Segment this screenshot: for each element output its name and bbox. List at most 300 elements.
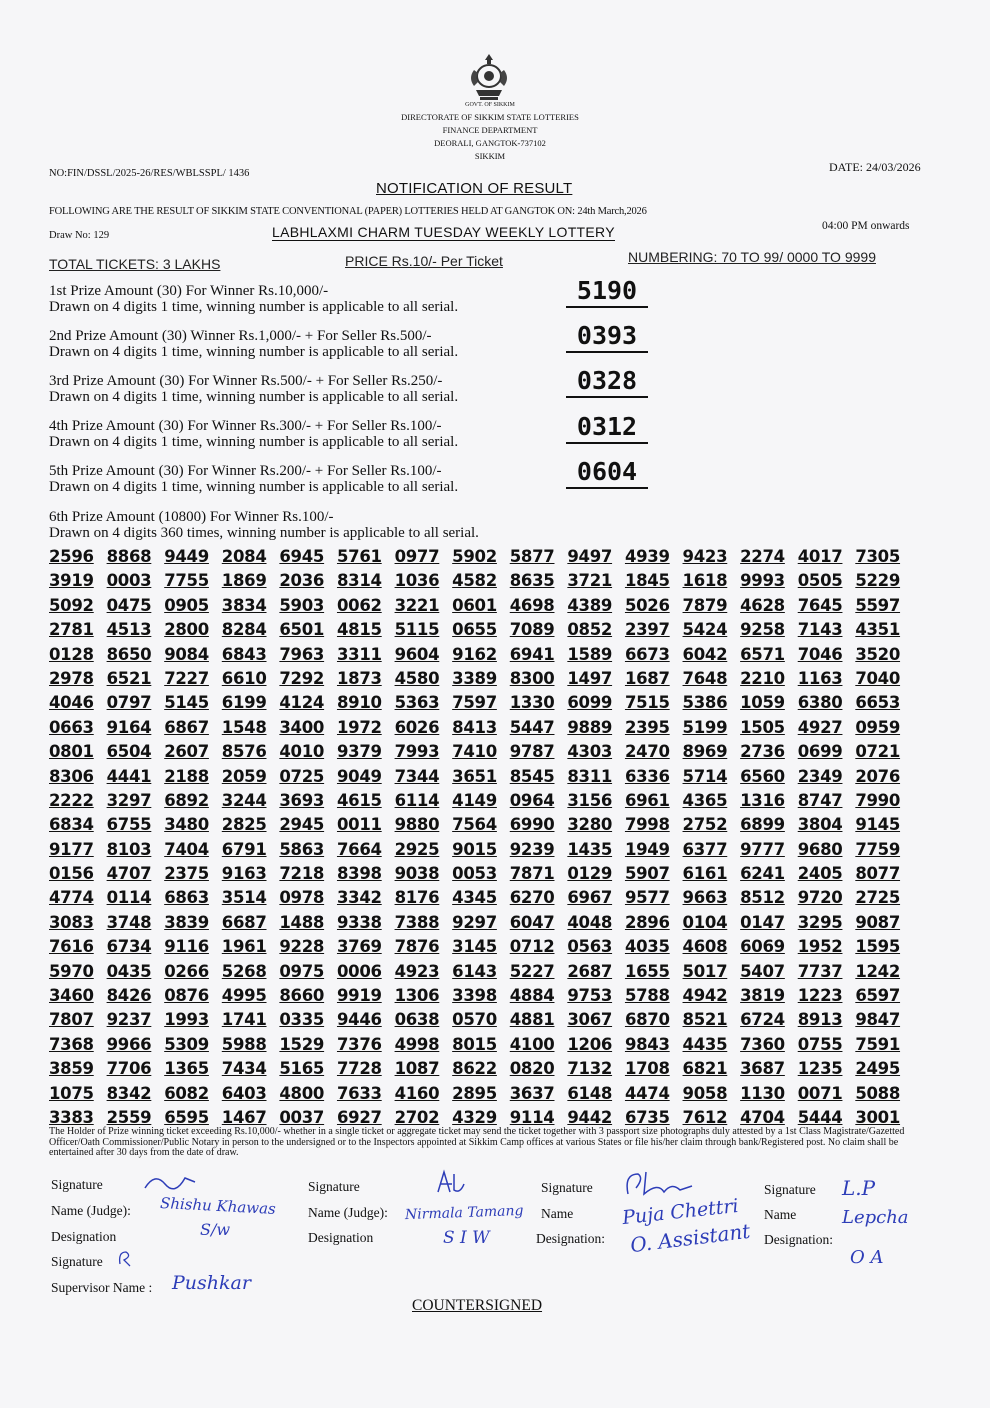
winning-number-cell: 4704 [740, 1107, 785, 1127]
winning-number-cell: 6791 [221, 839, 267, 859]
winning-number-cell: 1949 [624, 839, 670, 859]
prize-2-winning-number: 0393 [566, 321, 648, 353]
winning-number-cell: 5145 [164, 693, 209, 713]
winning-number-cell: 6734 [106, 937, 152, 957]
winning-number-cell: 1163 [797, 668, 843, 688]
winning-number-cell: 5199 [682, 717, 728, 737]
winning-number-cell: 3295 [797, 912, 843, 932]
winning-number-cell: 3067 [567, 1010, 613, 1030]
winning-number-cell: 2781 [49, 620, 94, 640]
number-row [49, 838, 913, 862]
winning-number-cell: 7993 [394, 742, 440, 762]
official-4-handwritten-designation: O A [850, 1247, 884, 1268]
winning-number-cell: 3398 [452, 986, 497, 1006]
winning-number-cell: 3834 [221, 595, 267, 615]
number-row [49, 569, 913, 593]
winning-number-cell: 9015 [452, 839, 497, 859]
winning-number-cell: 0638 [394, 1010, 440, 1030]
winning-number-cell: 1206 [567, 1034, 613, 1054]
winning-number-cell: 2752 [682, 815, 728, 835]
winning-number-cell: 8512 [740, 888, 785, 908]
winning-number-cell: 6241 [740, 864, 785, 884]
winning-number-cell: 4389 [567, 595, 613, 615]
winning-number-cell: 8300 [509, 668, 555, 688]
draw-number: Draw No: 129 [49, 230, 110, 241]
number-row [49, 1082, 913, 1106]
winning-number-cell: 3244 [221, 790, 267, 810]
judge-1-handwritten-name: Shishu Khawas [159, 1193, 277, 1219]
winning-number-cell: 6961 [624, 790, 670, 810]
winning-number-cell: 6148 [567, 1083, 613, 1103]
winning-number-cell: 8969 [682, 742, 728, 762]
winning-number-cell: 7292 [279, 668, 325, 688]
winning-number-cell: 5444 [797, 1107, 843, 1127]
winning-number-cell: 5761 [336, 547, 382, 566]
number-row [49, 667, 913, 691]
winning-number-cell: 8284 [221, 620, 267, 640]
winning-number-cell: 8015 [452, 1034, 497, 1054]
winning-number-cell: 0435 [106, 961, 152, 981]
winning-number-cell: 3145 [452, 937, 497, 957]
winning-number-cell: 1618 [682, 571, 728, 591]
winning-number-cell: 4707 [106, 864, 152, 884]
prize-6 [49, 509, 569, 541]
winning-number-cell: 2084 [221, 547, 267, 566]
winning-number-cell: 2596 [49, 547, 94, 566]
number-row [49, 813, 913, 837]
winning-number-cell: 7404 [164, 839, 209, 859]
winning-number-cell: 0037 [279, 1107, 325, 1127]
prize-3-title: 3rd Prize Amount (30) For Winner Rs.500/- + For Seller Rs.250/- [49, 373, 443, 389]
number-row [49, 886, 913, 910]
winning-number-cell: 4513 [106, 620, 152, 640]
winning-number-cell: 8306 [49, 766, 94, 786]
winning-number-cell: 5386 [682, 693, 728, 713]
winning-number-cell: 7132 [567, 1059, 613, 1079]
winning-number-cell: 2349 [797, 766, 843, 786]
winning-number-cell: 0570 [452, 1010, 497, 1030]
winning-number-cell: 2736 [740, 742, 785, 762]
winning-number-cell: 3687 [740, 1059, 785, 1079]
winning-number-cell: 0006 [336, 961, 382, 981]
winning-number-cell: 1741 [221, 1010, 267, 1030]
winning-number-cell: 0003 [106, 571, 152, 591]
winning-number-cell: 4582 [452, 571, 497, 591]
winning-number-cell: 9993 [740, 571, 785, 591]
winning-number-cell: 5714 [682, 766, 728, 786]
prize-5 [49, 463, 569, 495]
prize-4-title: 4th Prize Amount (30) For Winner Rs.300/- + For Seller Rs.100/- [49, 418, 442, 434]
winning-number-cell: 0959 [855, 717, 901, 737]
winning-number-cell: 8660 [279, 986, 325, 1006]
winning-number-cell: 9577 [624, 888, 670, 908]
prize-5-title: 5th Prize Amount (30) For Winner Rs.200/- + For Seller Rs.100/- [49, 463, 442, 479]
prize-2-title: 2nd Prize Amount (30) Winner Rs.1,000/- + For Seller Rs.500/- [49, 328, 432, 344]
winning-number-cell: 2222 [49, 790, 94, 810]
winning-number-cell: 6521 [106, 668, 152, 688]
winning-number-cell: 4815 [336, 620, 382, 640]
official-3-signature-scribble-icon [618, 1168, 698, 1200]
winning-number-cell: 9497 [567, 547, 613, 566]
winning-number-cell: 3001 [855, 1107, 901, 1127]
ticket-price: PRICE Rs.10/- Per Ticket [345, 253, 503, 269]
winning-number-cell: 8103 [106, 839, 152, 859]
winning-number-cell: 4942 [682, 986, 728, 1006]
signature-label-1: Signature [51, 1177, 103, 1192]
winning-number-cell: 3804 [797, 815, 843, 835]
winning-number-cell: 1223 [797, 986, 843, 1006]
winning-number-cell: 1316 [740, 790, 785, 810]
winning-number-cell: 4939 [624, 547, 670, 566]
winning-number-cell: 9787 [509, 742, 555, 762]
winning-number-cell: 0797 [106, 693, 152, 713]
winning-number-cell: 4100 [509, 1034, 555, 1054]
winning-number-cell: 3460 [49, 986, 94, 1006]
winning-number-cell: 9297 [452, 912, 497, 932]
winning-number-cell: 5092 [49, 595, 94, 615]
winning-number-cell: 4628 [740, 595, 785, 615]
winning-number-cell: 6377 [682, 839, 728, 859]
winning-number-cell: 4329 [452, 1107, 497, 1127]
winning-number-cell: 8650 [106, 644, 152, 664]
prize-1-rule: Drawn on 4 digits 1 time, winning number is applicable to all serial. [49, 299, 459, 315]
name-label-1: Name (Judge): [51, 1203, 131, 1218]
prize-4-winning-number: 0312 [566, 412, 648, 444]
winning-number-cell: 3693 [279, 790, 325, 810]
winning-number-cell: 7388 [394, 912, 440, 932]
winning-number-cell: 7633 [336, 1083, 382, 1103]
winning-number-cell: 3311 [336, 644, 382, 664]
winning-number-cell: 1655 [624, 961, 670, 981]
winning-number-cell: 6899 [740, 815, 785, 835]
winning-number-cell: 4046 [49, 693, 94, 713]
number-row [49, 1033, 913, 1057]
winning-number-cell: 6114 [394, 790, 440, 810]
winning-number-cell: 0721 [855, 742, 901, 762]
total-tickets: TOTAL TICKETS: 3 LAKHS [49, 256, 221, 272]
name-label-3: Name [541, 1206, 574, 1221]
winning-number-cell: 0905 [164, 595, 209, 615]
winning-number-cell: 6069 [740, 937, 785, 957]
winning-number-cell: 8426 [106, 986, 152, 1006]
winning-number-cell: 2725 [855, 888, 901, 908]
signature-label-supervisor: Signature [51, 1254, 103, 1269]
winning-number-cell: 9058 [682, 1083, 728, 1103]
winning-number-cell: 9889 [567, 717, 613, 737]
winning-number-cell: 8413 [452, 717, 497, 737]
winning-number-cell: 4365 [682, 790, 728, 810]
winning-number-cell: 4124 [279, 693, 325, 713]
winning-number-cell: 5970 [49, 961, 94, 981]
winning-number-cell: 9116 [164, 937, 209, 957]
winning-number-cell: 7591 [855, 1034, 901, 1054]
winning-number-cell: 4884 [509, 986, 555, 1006]
winning-number-cell: 3637 [509, 1083, 555, 1103]
number-row [49, 618, 913, 642]
winning-number-cell: 1036 [394, 571, 440, 591]
winning-number-cell: 2607 [164, 742, 209, 762]
winning-number-cell: 2397 [624, 620, 670, 640]
winning-number-cell: 2188 [164, 766, 209, 786]
winning-number-cell: 1087 [394, 1059, 440, 1079]
result-date: DATE: 24/03/2026 [829, 160, 921, 174]
winning-number-cell: 6161 [682, 864, 728, 884]
winning-number-cell: 2375 [164, 864, 209, 884]
winning-number-cell: 2495 [855, 1059, 901, 1079]
winning-number-cell: 6967 [567, 888, 613, 908]
address: DEORALI, GANGTOK-737102 [434, 138, 546, 148]
winning-number-cell: 0475 [106, 595, 152, 615]
winning-number-cell: 8342 [106, 1083, 152, 1103]
official-4-handwritten-name: Lepcha [842, 1207, 909, 1228]
winning-number-cell: 5026 [624, 595, 670, 615]
winning-number-cell: 2702 [394, 1107, 440, 1127]
winning-number-cell: 1505 [740, 717, 785, 737]
winning-number-cell: 7728 [336, 1059, 382, 1079]
winning-number-cell: 0053 [452, 864, 497, 884]
winning-number-cell: 0071 [797, 1083, 843, 1103]
winning-number-cell: 4035 [624, 937, 670, 957]
winning-number-cell: 8747 [797, 790, 843, 810]
winning-number-cell: 9164 [106, 717, 152, 737]
winning-number-cell: 2687 [567, 961, 613, 981]
winning-number-cell: 2800 [164, 620, 209, 640]
winning-number-cell: 7368 [49, 1034, 94, 1054]
winning-number-cell: 6687 [221, 912, 267, 932]
designation-label-3: Designation: [536, 1231, 605, 1246]
winning-number-cell: 7755 [164, 571, 209, 591]
winning-number-cell: 7143 [797, 620, 843, 640]
winning-number-cell: 7564 [452, 815, 497, 835]
winning-number-cell: 8521 [682, 1010, 728, 1030]
judge-2-handwritten-designation: S I W [443, 1228, 490, 1248]
winning-number-cell: 5115 [394, 620, 440, 640]
winning-number-cell: 1235 [797, 1059, 843, 1079]
winning-number-cell: 9049 [336, 766, 382, 786]
winning-number-cell: 2405 [797, 864, 843, 884]
winning-number-cell: 9145 [855, 815, 901, 835]
winning-number-cell: 3819 [740, 986, 785, 1006]
winning-number-cell: 7089 [509, 620, 555, 640]
winning-number-cell: 0011 [336, 815, 382, 835]
winning-number-cell: 0964 [509, 790, 555, 810]
winning-number-cell: 0505 [797, 571, 843, 591]
official-3-handwritten-designation: O. Assistant [628, 1218, 752, 1258]
number-row [49, 862, 913, 886]
prize-1-title: 1st Prize Amount (30) For Winner Rs.10,000/- [49, 283, 329, 299]
winning-number-cell: 2978 [49, 668, 94, 688]
number-row [49, 545, 913, 569]
winning-number-cell: 6863 [164, 888, 209, 908]
winning-number-cell: 2945 [279, 815, 325, 835]
winning-number-cell: 4010 [279, 742, 325, 762]
winning-number-cell: 6047 [509, 912, 555, 932]
number-row [49, 691, 913, 715]
directorate-name: DIRECTORATE OF SIKKIM STATE LOTTERIES [401, 112, 579, 122]
winning-number-cell: 3520 [855, 644, 901, 664]
winning-number-cell: 5907 [624, 864, 670, 884]
winning-number-cell: 9162 [452, 644, 497, 664]
winning-number-cell: 6199 [221, 693, 267, 713]
prize-3-rule: Drawn on 4 digits 1 time, winning number is applicable to all serial. [49, 389, 459, 405]
winning-number-cell: 0712 [509, 937, 555, 957]
claim-footnote: The Holder of Prize winning ticket exceeding Rs.10,000/- whether in a single ticket or aggregate ticket may send the ticket together with 3 passport size photographs duly attested by a 1st Class Magistrate/Gazetted Officer/Oath Commissioner/Public Notary in person to the undersigned or to the Inspectors appointed at Sikkim Camp offices at various States or file his/her claim through bank/Registered post. No claim shall be entertained after 30 days from the date of draw. [49, 1126, 905, 1158]
winning-number-cell: 6610 [221, 668, 267, 688]
winning-number-cell: 3280 [567, 815, 613, 835]
winning-number-cell: 1972 [336, 717, 382, 737]
winning-number-cell: 7218 [279, 864, 325, 884]
winning-number-cell: 6892 [164, 790, 209, 810]
winning-number-cell: 6270 [509, 888, 555, 908]
winning-number-cell: 7046 [797, 644, 843, 664]
winning-number-cell: 6143 [452, 961, 497, 981]
winning-number-cell: 9880 [394, 815, 440, 835]
signature-label-2: Signature [308, 1179, 360, 1194]
winning-number-cell: 7227 [164, 668, 209, 688]
winning-number-cell: 9442 [567, 1107, 613, 1127]
winning-number-cell: 4303 [567, 742, 613, 762]
winning-number-cell: 0335 [279, 1010, 325, 1030]
winning-number-cell: 8576 [221, 742, 267, 762]
winning-number-cell: 9228 [279, 937, 325, 957]
winning-number-cell: 4017 [797, 547, 843, 566]
winning-number-cell: 6026 [394, 717, 440, 737]
number-row [49, 1008, 913, 1032]
winning-number-cell: 9966 [106, 1034, 152, 1054]
winning-number-cell: 7434 [221, 1059, 267, 1079]
winning-number-cell: 0266 [164, 961, 209, 981]
winning-number-cell: 6945 [279, 547, 325, 566]
winning-number-cell: 9114 [509, 1107, 555, 1127]
winning-number-cell: 4160 [394, 1083, 440, 1103]
winning-number-cell: 6843 [221, 644, 267, 664]
winning-number-cell: 1059 [740, 693, 785, 713]
winning-number-cell: 2470 [624, 742, 670, 762]
winning-number-cell: 7998 [624, 815, 670, 835]
designation-label-2: Designation [308, 1230, 374, 1245]
number-row [49, 594, 913, 618]
winning-number-cell: 6595 [164, 1107, 209, 1127]
winning-number-cell: 5903 [279, 595, 325, 615]
winning-number-cell: 1497 [567, 668, 613, 688]
reference-number: NO:FIN/DSSL/2025-26/RES/WBLSSPL/ 1436 [49, 168, 250, 179]
winning-number-cell: 8077 [855, 864, 901, 884]
winning-number-cell: 7597 [452, 693, 497, 713]
winning-number-cell: 4923 [394, 961, 440, 981]
winning-number-cell: 7040 [855, 668, 901, 688]
winning-number-cell: 7305 [855, 547, 901, 566]
winning-number-cell: 2059 [221, 766, 267, 786]
winning-number-cell: 4048 [567, 912, 613, 932]
number-row [49, 643, 913, 667]
winning-number-cell: 0655 [452, 620, 497, 640]
winning-number-cell: 1365 [164, 1059, 209, 1079]
official-4-handwritten-signature: L.P [842, 1176, 876, 1200]
winning-number-cell: 6990 [509, 815, 555, 835]
govt-label: GOVT. OF SIKKIM [465, 102, 515, 108]
winning-number-cell: 6560 [740, 766, 785, 786]
winning-number-cell: 1306 [394, 986, 440, 1006]
winning-number-cell: 8910 [336, 693, 382, 713]
winning-number-cell: 2274 [740, 547, 785, 566]
winning-number-cell: 0975 [279, 961, 325, 981]
number-row [49, 935, 913, 959]
winning-number-cell: 4998 [394, 1034, 440, 1054]
winning-number-cell: 6597 [855, 986, 901, 1006]
winning-number-cell: 6870 [624, 1010, 670, 1030]
winning-number-cell: 4345 [452, 888, 497, 908]
winning-number-cell: 7410 [452, 742, 497, 762]
designation-label-4: Designation: [764, 1232, 833, 1247]
winning-number-cell: 9423 [682, 547, 728, 566]
winning-number-cell: 5088 [855, 1083, 901, 1103]
winning-number-cell: 4698 [509, 595, 555, 615]
winning-number-cell: 9379 [336, 742, 382, 762]
winning-number-cell: 6501 [279, 620, 325, 640]
winning-number-cell: 9239 [509, 839, 555, 859]
draw-time: 04:00 PM onwards [822, 220, 910, 232]
winning-number-cell: 0129 [567, 864, 613, 884]
prize-5-winning-number: 0604 [566, 457, 648, 489]
winning-number-cell: 0128 [49, 644, 94, 664]
judge-1-signature-scribble-icon [140, 1170, 200, 1194]
winning-number-cell: 2559 [106, 1107, 152, 1127]
winning-number-cell: 3651 [452, 766, 497, 786]
number-row [49, 765, 913, 789]
winning-number-cell: 4927 [797, 717, 843, 737]
winning-number-cell: 7612 [682, 1107, 728, 1127]
countersigned-label: COUNTERSIGNED [412, 1297, 543, 1314]
winning-number-cell: 9446 [336, 1010, 382, 1030]
winning-number-cell: 6082 [164, 1083, 209, 1103]
winning-number-cell: 6941 [509, 644, 555, 664]
winning-number-cell: 6755 [106, 815, 152, 835]
department-name: FINANCE DEPARTMENT [442, 125, 538, 135]
winning-number-cell: 7645 [797, 595, 843, 615]
winning-number-cell: 3480 [164, 815, 209, 835]
winning-number-cell: 4881 [509, 1010, 555, 1030]
number-row [49, 740, 913, 764]
winning-number-cell: 4435 [682, 1034, 728, 1054]
winning-number-cell: 0114 [106, 888, 152, 908]
winning-number-cell: 0725 [279, 766, 325, 786]
winning-number-cell: 7515 [624, 693, 670, 713]
winning-number-cell: 1435 [567, 839, 613, 859]
winning-number-cell: 4774 [49, 888, 94, 908]
winning-number-cell: 0601 [452, 595, 497, 615]
winning-number-cell: 3839 [164, 912, 209, 932]
prize-2-rule: Drawn on 4 digits 1 time, winning number is applicable to all serial. [49, 344, 459, 360]
winning-number-cell: 6336 [624, 766, 670, 786]
winning-number-cell: 2896 [624, 912, 670, 932]
winning-number-cell: 6571 [740, 644, 785, 664]
prize-3-winning-number: 0328 [566, 366, 648, 398]
winning-number-cell: 9087 [855, 912, 901, 932]
winning-number-cell: 5788 [624, 986, 670, 1006]
winning-number-cell: 3400 [279, 717, 325, 737]
winning-number-cell: 9604 [394, 644, 440, 664]
winning-number-cell: 8622 [452, 1059, 497, 1079]
winning-number-cell: 1961 [221, 937, 267, 957]
winning-number-cell: 8314 [336, 571, 382, 591]
judge-2-handwritten-name: Nirmala Tamang [404, 1202, 524, 1224]
winning-number-cell: 1467 [221, 1107, 267, 1127]
winning-number-cell: 7759 [855, 839, 901, 859]
winning-number-cell: 6403 [221, 1083, 267, 1103]
prize-2 [49, 328, 569, 360]
winning-number-cell: 7963 [279, 644, 325, 664]
winning-number-cell: 3859 [49, 1059, 94, 1079]
